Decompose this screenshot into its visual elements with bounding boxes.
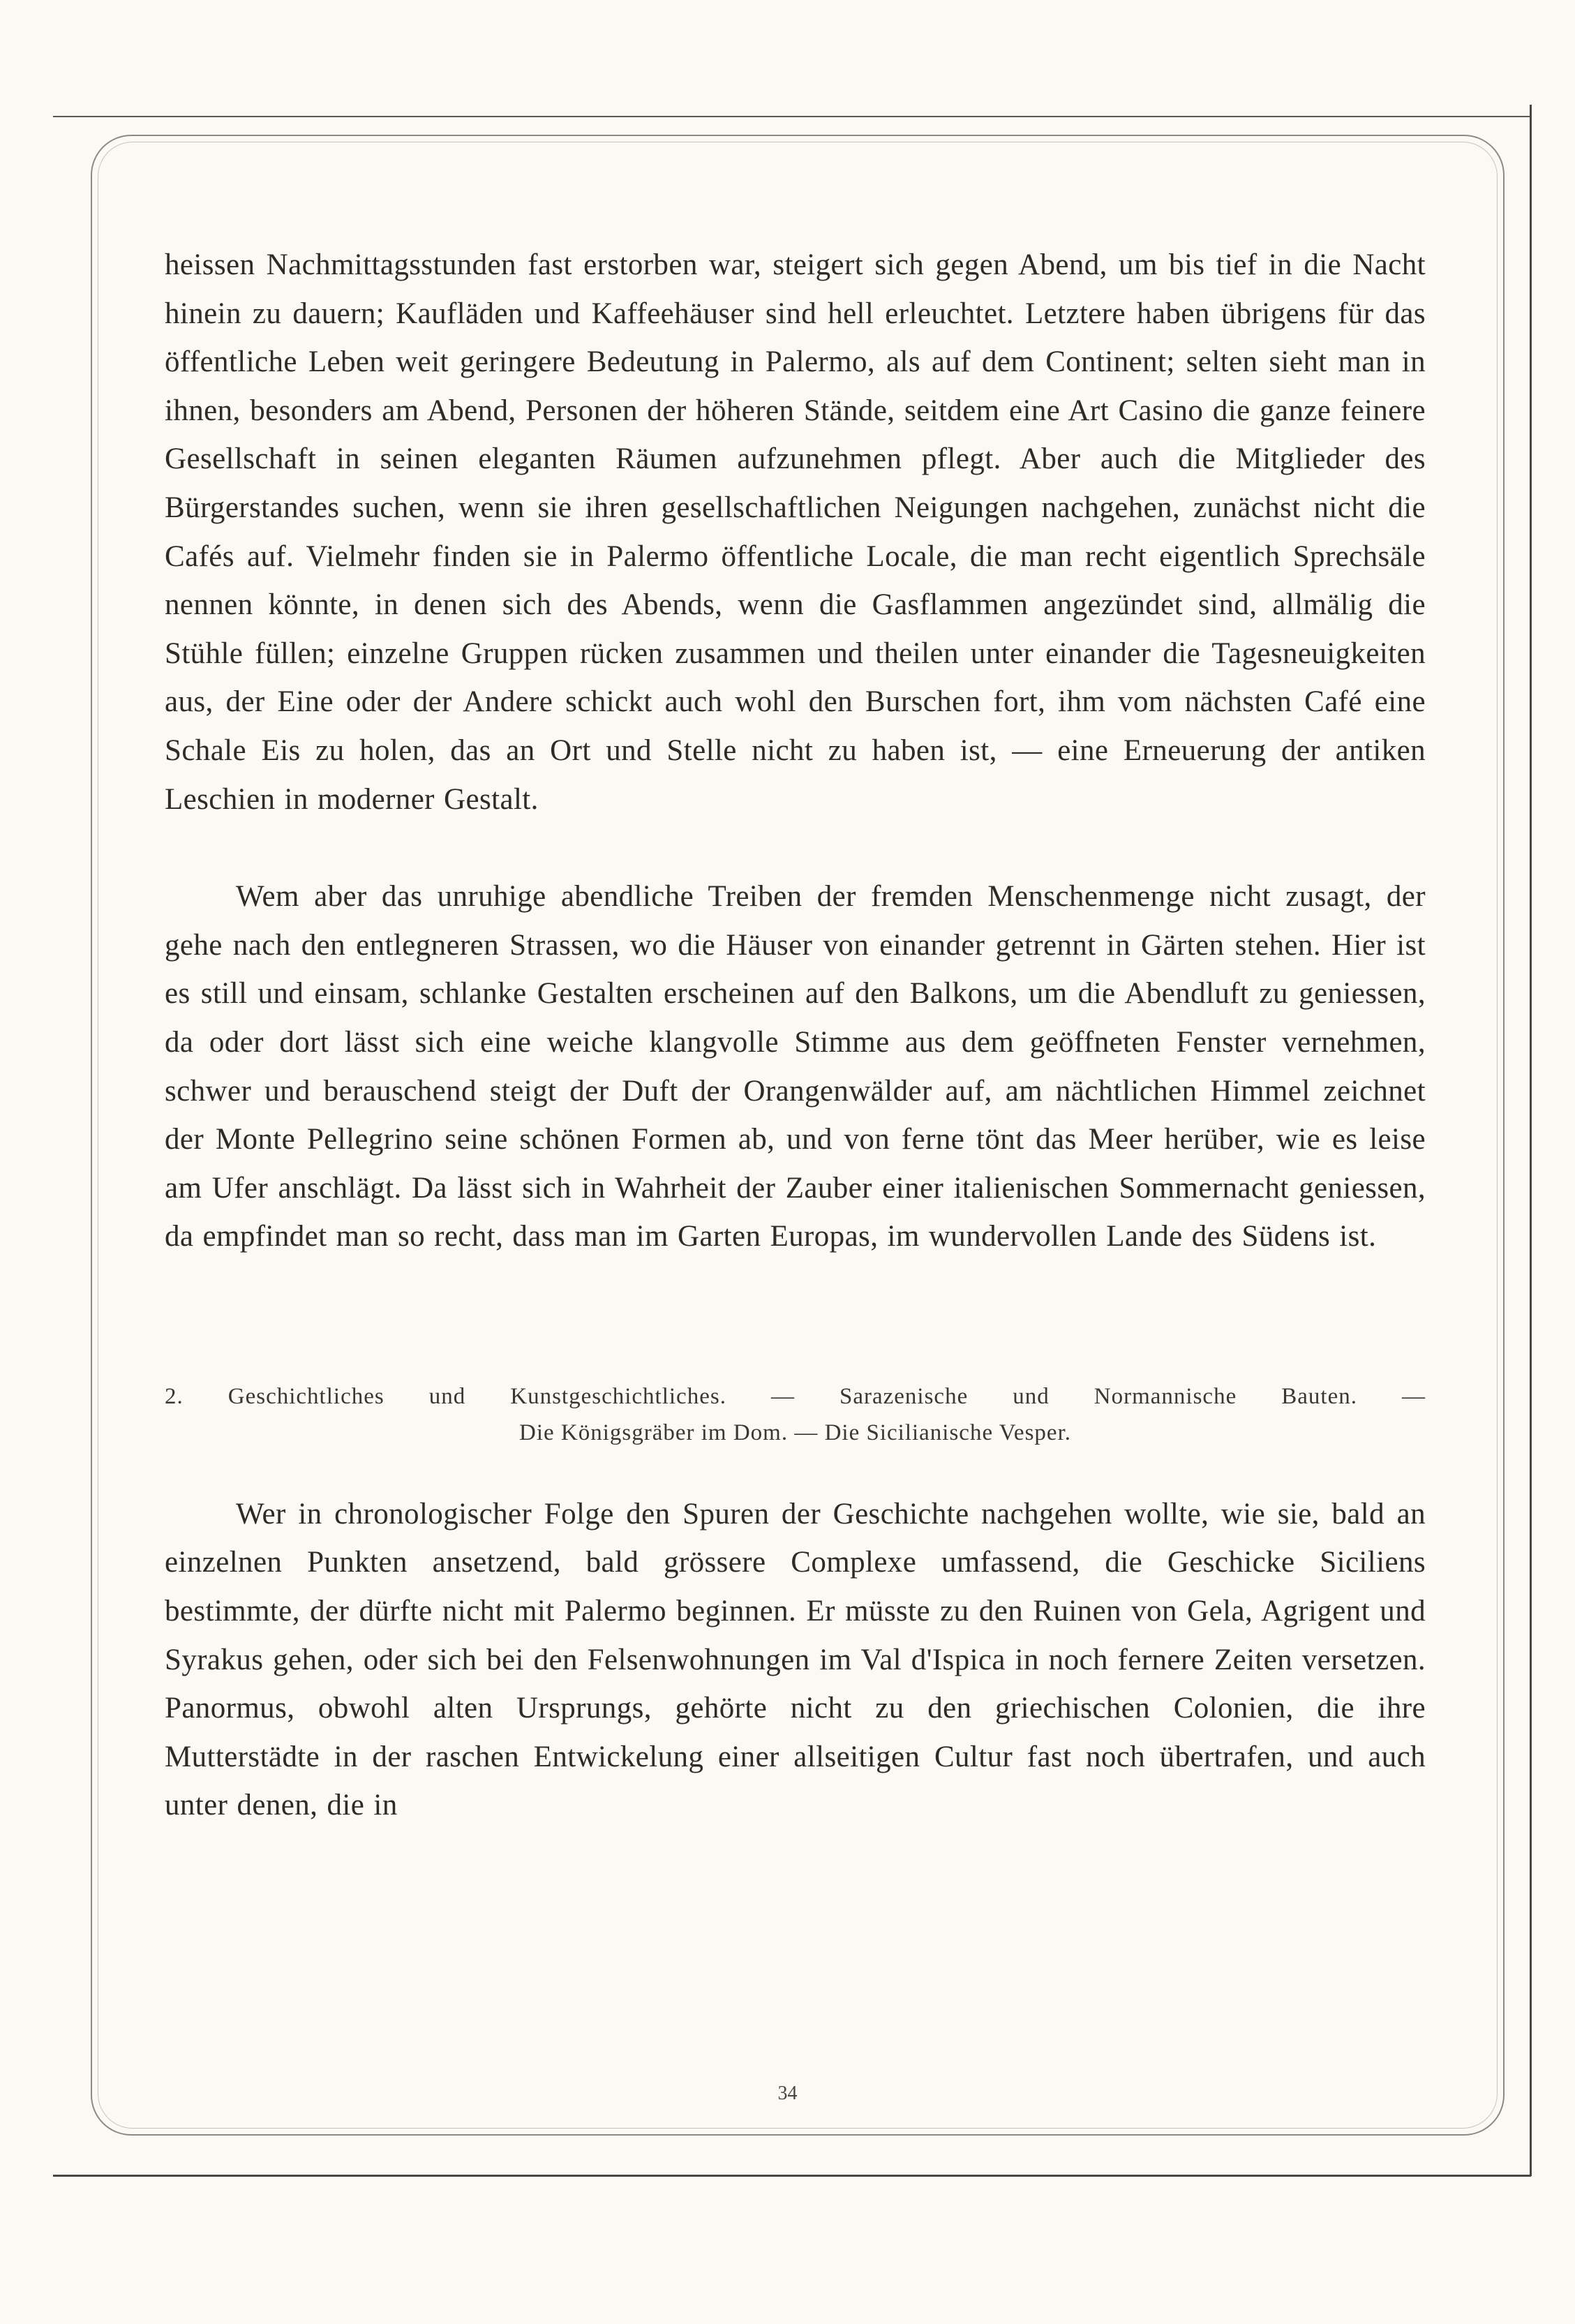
- section-heading-line-1: 2. Geschichtliches und Kunstgeschichtliches. — Sarazenische und Normannische Bauten. —: [165, 1383, 1426, 1409]
- section-heading: [165, 1378, 1426, 1451]
- paragraph-history: Wer in chronologischer Folge den Spuren der Geschichte nachgehen wollte, wie sie, bald an einzelnen Punkten ansetzend, bald grössere Complexe umfassend, die Geschicke Siciliens bestimmte, der dürfte nicht mit Palermo beginnen. Er müsste zu den Ruinen von Gela, Agrigent und Syrakus gehen, oder sich bei den Felsenwohnungen im Val d'Ispica in noch fernere Zeiten versetzen. Panormus, obwohl alten Ursprungs, gehörte nicht zu den griechischen Colonien, die ihre Mutterstädte in der raschen Entwickelung einer allseitigen Cultur fast noch übertrafen, und auch unter denen, die in: [165, 1497, 1426, 1822]
- paragraph-quiet-streets: Wem aber das unruhige abendliche Treiben der fremden Menschenmenge nicht zusagt, der gehe nach den entlegneren Strassen, wo die Häuser von einander getrennt in Gärten stehen. Hier ist es still und einsam, schlanke Gestalten erscheinen auf den Balkons, um die Abendluft zu geniessen, da oder dort lässt sich eine weiche klangvolle Stimme aus dem geöffneten Fenster vernehmen, schwer und berauschend steigt der Duft der Orangenwälder auf, am nächtlichen Himmel zeichnet der Monte Pellegrino seine schönen Formen ab, und von ferne tönt das Meer herüber, wie es leise am Ufer anschlägt. Da lässt sich in Wahrheit der Zauber einer italienischen Sommernacht geniessen, da empfindet man so recht, dass man im Garten Europas, im wundervollen Lande des Südens ist.: [165, 880, 1426, 1253]
- paragraph-evening-life: heissen Nachmittagsstunden fast erstorben war, steigert sich gegen Abend, um bis tief in die Nacht hinein zu dauern; Kaufläden und Kaffeehäuser sind hell erleuchtet. Letztere haben übrigens für das öffentliche Leben weit geringere Bedeutung in Palermo, als auf dem Continent; selten sieht man in ihnen, besonders am Abend, Personen der höheren Stände, seitdem eine Art Casino die ganze feinere Gesellschaft in seinen eleganten Räumen aufzunehmen pflegt. Aber auch die Mitglieder des Bürgerstandes suchen, wenn sie ihren gesellschaftlichen Neigungen nachgehen, zunächst nicht die Cafés auf. Vielmehr finden sie in Palermo öffentliche Locale, die man recht eigentlich Sprechsäle nennen könnte, in denen sich des Abends, wenn die Gasflammen angezündet sind, allmälig die Stühle füllen; einzelne Gruppen rücken zusammen und theilen unter einander die Tagesneuigkeiten aus, der Eine oder der Andere schickt auch wohl den Burschen fort, ihm vom nächsten Café eine Schale Eis zu holen, das an Ort und Stelle nicht zu haben ist, — eine Erneuerung der antiken Leschien in moderner Gestalt.: [165, 248, 1426, 816]
- outer-rule-bottom: [53, 2175, 1531, 2177]
- outer-rule-right: [1530, 105, 1532, 2176]
- page-number: 34: [777, 2083, 798, 2104]
- section-heading-line-2: Die Königsgräber im Dom. — Die Sicilianische Vesper.: [518, 1420, 1071, 1445]
- outer-rule-top: [53, 116, 1531, 117]
- text-block: [165, 241, 1426, 1830]
